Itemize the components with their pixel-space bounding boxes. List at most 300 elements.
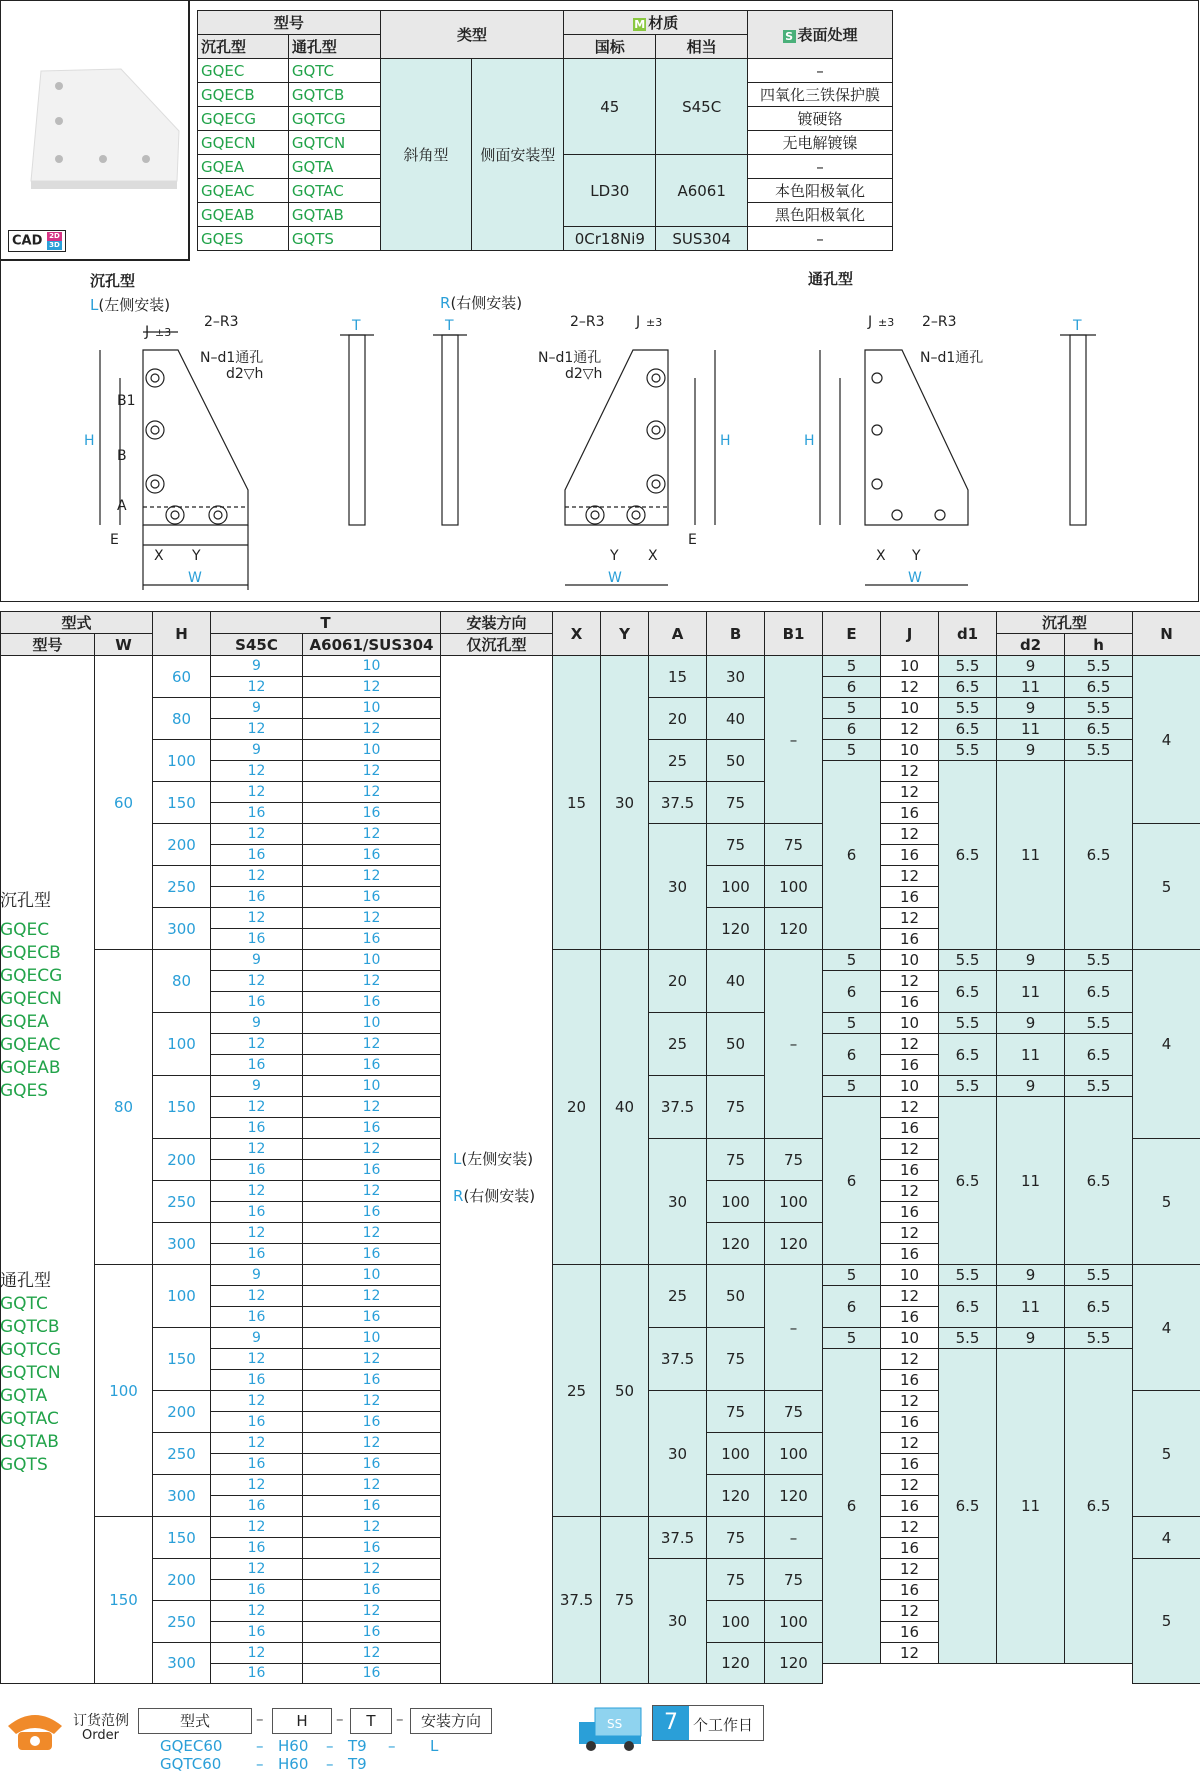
t-al: 12: [303, 719, 441, 740]
j-value: 10: [881, 1328, 939, 1349]
dim-x-right: X: [648, 548, 658, 564]
h-value: 300: [153, 1223, 211, 1265]
e-value: 6: [823, 719, 881, 740]
dim-r3-left: 2–R3: [204, 314, 239, 330]
truck-label: SS: [607, 1717, 623, 1731]
cad-label: CAD: [12, 233, 43, 249]
b1-value: –: [765, 656, 823, 824]
j-value: 12: [881, 1559, 939, 1580]
t-al: 12: [303, 908, 441, 929]
t-s45c: 16: [211, 1307, 303, 1328]
t-s45c: 16: [211, 1055, 303, 1076]
phone-icon: [2, 1704, 68, 1752]
j-value: 16: [881, 1370, 939, 1391]
dim-x-thru: X: [876, 548, 886, 564]
t-al: 16: [303, 1664, 441, 1684]
d2-value: 9: [997, 1265, 1065, 1286]
d1-value: 6.5: [939, 1097, 997, 1265]
model-code: GQTCB: [0, 1317, 60, 1337]
e-value: 5: [823, 1328, 881, 1349]
h-X: X: [553, 612, 601, 656]
dim-a-left: A: [117, 498, 127, 514]
t-s45c: 16: [211, 1412, 303, 1433]
d1-value: 5.5: [939, 1013, 997, 1034]
spec-h-thru: 通孔型: [288, 35, 380, 59]
t-al: 16: [303, 887, 441, 908]
lead-time-badge: [652, 1705, 764, 1741]
order-label-en: Order: [82, 1728, 119, 1743]
y-value: 40: [601, 950, 649, 1265]
n-value: 5: [1133, 824, 1200, 950]
d2-value: 11: [997, 761, 1065, 950]
d1-value: 5.5: [939, 656, 997, 677]
spec-code-sunk: GQECB: [198, 83, 289, 107]
b-value: 50: [707, 1013, 765, 1076]
spec-mat1-eq: S45C: [656, 59, 748, 155]
x-value: 15: [553, 656, 601, 950]
j-value: 16: [881, 1496, 939, 1517]
t-s45c: 12: [211, 1643, 303, 1664]
j-value: 16: [881, 1580, 939, 1601]
dim-e-left: E: [110, 532, 119, 548]
spec-code-thru: GQTS: [288, 227, 380, 251]
d2-value: 9: [997, 698, 1065, 719]
order-ex1-h: H60: [278, 1737, 309, 1755]
h-s45c: S45C: [211, 634, 303, 656]
t-al: 16: [303, 1370, 441, 1391]
spec-code-sunk: GQES: [198, 227, 289, 251]
dim-h-thru: H: [804, 433, 815, 449]
j-value: 12: [881, 971, 939, 992]
w-value: 100: [95, 1265, 153, 1517]
model-col: [1, 656, 95, 1684]
h-d2: d2: [997, 634, 1065, 656]
h-value: 300: [153, 908, 211, 950]
n-value: 4: [1133, 1517, 1200, 1559]
dim-w-left: W: [188, 570, 202, 586]
t-s45c: 16: [211, 1664, 303, 1684]
d2-value: 9: [997, 1013, 1065, 1034]
order-ex1-dir: L: [430, 1737, 439, 1755]
h-value: 100: [153, 1265, 211, 1328]
t-s45c: 12: [211, 971, 303, 992]
t-s45c: 9: [211, 1013, 303, 1034]
b-value: 100: [707, 866, 765, 908]
delivery-truck-icon: [575, 1704, 645, 1754]
spec-code-sunk: GQEAB: [198, 203, 289, 227]
h-value: 80: [153, 950, 211, 1013]
j-value: 16: [881, 1118, 939, 1139]
h-Y: Y: [601, 612, 649, 656]
dim-j-right: J: [636, 314, 641, 330]
t-s45c: 9: [211, 1076, 303, 1097]
a-value: 25: [649, 1265, 707, 1328]
t-al: 16: [303, 1412, 441, 1433]
t-al: 10: [303, 1265, 441, 1286]
a-value: 30: [649, 824, 707, 950]
left-letter: L: [90, 296, 99, 314]
t-al: 16: [303, 929, 441, 950]
order-field-dir: 安装方向: [410, 1708, 492, 1734]
dim-j-left: J: [145, 324, 150, 340]
t-al: 16: [303, 1496, 441, 1517]
t-s45c: 9: [211, 1328, 303, 1349]
sunk-code-list: [0, 890, 62, 1103]
h-N: N: [1133, 612, 1200, 656]
order-ex1-dash: –: [326, 1737, 334, 1755]
t-s45c: 16: [211, 1202, 303, 1223]
a-value: 20: [649, 950, 707, 1013]
e-value: 5: [823, 1076, 881, 1097]
j-value: 16: [881, 1160, 939, 1181]
d2-value: 11: [997, 719, 1065, 740]
model-code: GQEC: [0, 920, 50, 940]
b1-value: 75: [765, 1391, 823, 1433]
b-value: 75: [707, 782, 765, 824]
h-sunk: 沉孔型: [997, 612, 1133, 634]
order-field-form: 型式: [138, 1708, 252, 1734]
hh-value: 5.5: [1065, 1328, 1133, 1349]
order-dash: –: [396, 1710, 404, 1728]
h-value: 250: [153, 1181, 211, 1223]
spec-surface: 镀硬铬: [748, 107, 893, 131]
technical-drawings: [0, 310, 1199, 600]
t-s45c: 16: [211, 803, 303, 824]
j-value: 16: [881, 1244, 939, 1265]
h-E: E: [823, 612, 881, 656]
spec-code-thru: GQTCN: [288, 131, 380, 155]
j-value: 12: [881, 1517, 939, 1538]
dir-right: [453, 1185, 535, 1206]
dim-y-right: Y: [610, 548, 619, 564]
order-ex1-dash: –: [388, 1737, 396, 1755]
b1-value: 120: [765, 908, 823, 950]
t-al: 16: [303, 992, 441, 1013]
h-value: 250: [153, 866, 211, 908]
dim-cbore-right: d2▽h: [565, 366, 603, 382]
model-code: GQEA: [0, 1012, 49, 1032]
dim-b-left: B: [117, 448, 127, 464]
t-s45c: 12: [211, 1517, 303, 1538]
d2-value: 9: [997, 740, 1065, 761]
t-al: 10: [303, 1328, 441, 1349]
w-value: 150: [95, 1517, 153, 1684]
b-value: 40: [707, 950, 765, 1013]
dim-b1-left: B1: [117, 393, 136, 409]
t-s45c: 12: [211, 1034, 303, 1055]
t-al: 12: [303, 677, 441, 698]
b-value: 120: [707, 1223, 765, 1265]
order-example: [0, 1700, 1200, 1773]
n-value: 4: [1133, 656, 1200, 824]
t-s45c: 12: [211, 761, 303, 782]
dim-t-1: T: [352, 318, 361, 334]
n-value: 5: [1133, 1139, 1200, 1265]
h-A: A: [649, 612, 707, 656]
j-value: 12: [881, 1286, 939, 1307]
d2-value: 11: [997, 677, 1065, 698]
spec-code-sunk: GQEA: [198, 155, 289, 179]
hh-value: 6.5: [1065, 1349, 1133, 1664]
b-value: 75: [707, 1559, 765, 1601]
j-value: 12: [881, 1181, 939, 1202]
a-value: 25: [649, 1013, 707, 1076]
a-value: 37.5: [649, 782, 707, 824]
order-ex1-dash: –: [256, 1737, 264, 1755]
model-code: GQTAC: [0, 1409, 59, 1429]
n-value: 5: [1133, 1391, 1200, 1517]
spec-surface: –: [748, 227, 893, 251]
n-value: 5: [1133, 1559, 1200, 1684]
dim-cbore-left: d2▽h: [226, 366, 264, 382]
b-value: 30: [707, 656, 765, 698]
dim-y-left: Y: [192, 548, 201, 564]
spec-mat2-eq: A6061: [656, 155, 748, 227]
h-value: 300: [153, 1643, 211, 1684]
j-value: 12: [881, 1034, 939, 1055]
h-value: 100: [153, 740, 211, 782]
j-value: 10: [881, 740, 939, 761]
t-al: 12: [303, 761, 441, 782]
b1-value: –: [765, 1265, 823, 1391]
d2-value: 9: [997, 1328, 1065, 1349]
d1-value: 5.5: [939, 950, 997, 971]
cad-3d: 3D: [47, 241, 62, 250]
t-s45c: 12: [211, 1475, 303, 1496]
order-dash: –: [256, 1710, 264, 1728]
t-al: 10: [303, 1013, 441, 1034]
w-value: 80: [95, 950, 153, 1265]
drawing-thru-title: 通孔型: [808, 270, 854, 288]
h-value: 250: [153, 1601, 211, 1643]
model-code: GQTAB: [0, 1432, 59, 1452]
spec-code-thru: GQTCG: [288, 107, 380, 131]
b-value: 75: [707, 1139, 765, 1181]
model-code: GQTCG: [0, 1340, 61, 1360]
b1-value: 120: [765, 1475, 823, 1517]
e-value: 5: [823, 1265, 881, 1286]
t-al: 12: [303, 971, 441, 992]
j-value: 12: [881, 908, 939, 929]
t-s45c: 9: [211, 950, 303, 971]
x-value: 37.5: [553, 1517, 601, 1684]
b1-value: 75: [765, 1559, 823, 1601]
t-al: 12: [303, 1433, 441, 1454]
h-W: W: [95, 634, 153, 656]
b-value: 75: [707, 1076, 765, 1139]
b1-value: 100: [765, 1433, 823, 1475]
t-s45c: 16: [211, 1118, 303, 1139]
b-value: 120: [707, 1643, 765, 1684]
d1-value: 5.5: [939, 1328, 997, 1349]
cad-badge[interactable]: [8, 230, 66, 252]
h-T: T: [211, 612, 441, 634]
h-value: 200: [153, 1139, 211, 1181]
e-value: 5: [823, 656, 881, 677]
t-al: 16: [303, 1580, 441, 1601]
order-label: 订货范例: [73, 1713, 129, 1729]
t-s45c: 12: [211, 1349, 303, 1370]
t-s45c: 16: [211, 845, 303, 866]
h-value: 150: [153, 1328, 211, 1391]
h-al: A6061/SUS304: [303, 634, 441, 656]
drawing-sunk-title: 沉孔型: [90, 272, 136, 290]
t-s45c: 12: [211, 824, 303, 845]
h-value: 200: [153, 1391, 211, 1433]
b1-value: 120: [765, 1223, 823, 1265]
spec-surface: –: [748, 155, 893, 179]
b1-value: –: [765, 950, 823, 1139]
t-s45c: 12: [211, 677, 303, 698]
t-al: 10: [303, 950, 441, 971]
table-row: [1, 656, 1200, 677]
t-s45c: 16: [211, 929, 303, 950]
a-value: 37.5: [649, 1517, 707, 1559]
h-dir2: 仅沉孔型: [441, 634, 553, 656]
e-value: 6: [823, 1097, 881, 1265]
dir-col: [441, 656, 553, 1684]
b1-value: 75: [765, 1139, 823, 1181]
j-value: 16: [881, 803, 939, 824]
j-value: 16: [881, 992, 939, 1013]
t-s45c: 16: [211, 1160, 303, 1181]
t-s45c: 12: [211, 908, 303, 929]
dim-pm3-left: ±3: [155, 326, 172, 339]
h-value: 200: [153, 1559, 211, 1601]
order-ex2-t: T9: [348, 1755, 367, 1773]
j-value: 16: [881, 1202, 939, 1223]
t-al: 10: [303, 1076, 441, 1097]
model-code: GQEAC: [0, 1035, 61, 1055]
h-H: H: [153, 612, 211, 656]
model-code: GQTCN: [0, 1363, 61, 1383]
j-value: 12: [881, 1643, 939, 1664]
h-value: 60: [153, 656, 211, 698]
d1-value: 6.5: [939, 1349, 997, 1664]
j-value: 12: [881, 782, 939, 803]
dir-left: [453, 1148, 533, 1169]
spec-code-sunk: GQEC: [198, 59, 289, 83]
dim-h-left: H: [84, 433, 95, 449]
t-al: 16: [303, 1307, 441, 1328]
spec-code-thru: GQTCB: [288, 83, 380, 107]
t-al: 16: [303, 1160, 441, 1181]
spec-h-eq: 相当: [656, 35, 748, 59]
hh-value: 6.5: [1065, 1034, 1133, 1076]
j-value: 12: [881, 1433, 939, 1454]
t-al: 12: [303, 1391, 441, 1412]
j-value: 12: [881, 719, 939, 740]
t-s45c: 12: [211, 1181, 303, 1202]
h-form: 型式: [1, 612, 153, 634]
b-value: 75: [707, 1328, 765, 1391]
bracket-thru-outline: [865, 350, 968, 525]
thru-code-list: [0, 1270, 61, 1477]
b1-value: 100: [765, 1601, 823, 1643]
spec-mat1-gb: 45: [564, 59, 656, 155]
t-s45c: 9: [211, 656, 303, 677]
t-al: 12: [303, 1286, 441, 1307]
table-row: [1, 950, 1200, 971]
hh-value: 6.5: [1065, 719, 1133, 740]
spec-code-sunk: GQECN: [198, 131, 289, 155]
dir-l-text: (左侧安装): [461, 1150, 534, 1168]
t-al: 12: [303, 1181, 441, 1202]
table-row: [1, 1265, 1200, 1286]
j-value: 12: [881, 1223, 939, 1244]
d1-value: 6.5: [939, 677, 997, 698]
dir-r-text: (右侧安装): [463, 1187, 536, 1205]
t-al: 12: [303, 1643, 441, 1664]
t-al: 10: [303, 656, 441, 677]
a-value: 30: [649, 1391, 707, 1517]
hh-value: 5.5: [1065, 656, 1133, 677]
a-value: 25: [649, 740, 707, 782]
b1-value: 100: [765, 866, 823, 908]
a-value: 37.5: [649, 1076, 707, 1139]
t-al: 12: [303, 1139, 441, 1160]
cad-2d: 2D: [47, 232, 62, 241]
t-al: 16: [303, 1622, 441, 1643]
b-value: 120: [707, 908, 765, 950]
dim-t-3: T: [1073, 318, 1082, 334]
b-value: 100: [707, 1601, 765, 1643]
dim-w-right: W: [608, 570, 622, 586]
t-s45c: 12: [211, 1139, 303, 1160]
spec-code-thru: GQTAC: [288, 179, 380, 203]
h-B1: B1: [765, 612, 823, 656]
e-value: 6: [823, 761, 881, 950]
b-value: 100: [707, 1181, 765, 1223]
a-value: 37.5: [649, 1328, 707, 1391]
j-value: 16: [881, 1412, 939, 1433]
d1-value: 5.5: [939, 740, 997, 761]
y-value: 50: [601, 1265, 649, 1517]
dim-j-thru: J: [868, 314, 873, 330]
j-value: 10: [881, 1013, 939, 1034]
h-model: 型号: [1, 634, 95, 656]
t-s45c: 16: [211, 1538, 303, 1559]
dim-t-2: T: [445, 318, 454, 334]
j-value: 10: [881, 656, 939, 677]
j-value: 10: [881, 1076, 939, 1097]
bracket-photo-icon: [1, 1, 186, 257]
j-value: 12: [881, 866, 939, 887]
spec-code-sunk: GQECG: [198, 107, 289, 131]
t-al: 12: [303, 866, 441, 887]
e-value: 6: [823, 677, 881, 698]
t-s45c: 12: [211, 782, 303, 803]
order-ex2-model: GQTC60: [160, 1755, 222, 1773]
spec-code-sunk: GQEAC: [198, 179, 289, 203]
spec-surface: 四氧化三铁保护膜: [748, 83, 893, 107]
j-value: 12: [881, 677, 939, 698]
t-s45c: 16: [211, 992, 303, 1013]
h-value: 150: [153, 1076, 211, 1139]
spec-h-material-text: 材质: [648, 14, 679, 32]
t-al: 16: [303, 845, 441, 866]
m-badge: M: [634, 18, 646, 31]
h-value: 300: [153, 1475, 211, 1517]
d2-value: 11: [997, 971, 1065, 1013]
t-s45c: 9: [211, 740, 303, 761]
j-value: 16: [881, 929, 939, 950]
h-value: 100: [153, 1013, 211, 1076]
dim-pm3-right: ±3: [646, 316, 663, 329]
dim-y-thru: Y: [912, 548, 921, 564]
dim-r3-right: 2–R3: [570, 314, 605, 330]
dim-hole-thru: N–d1通孔: [920, 350, 984, 366]
